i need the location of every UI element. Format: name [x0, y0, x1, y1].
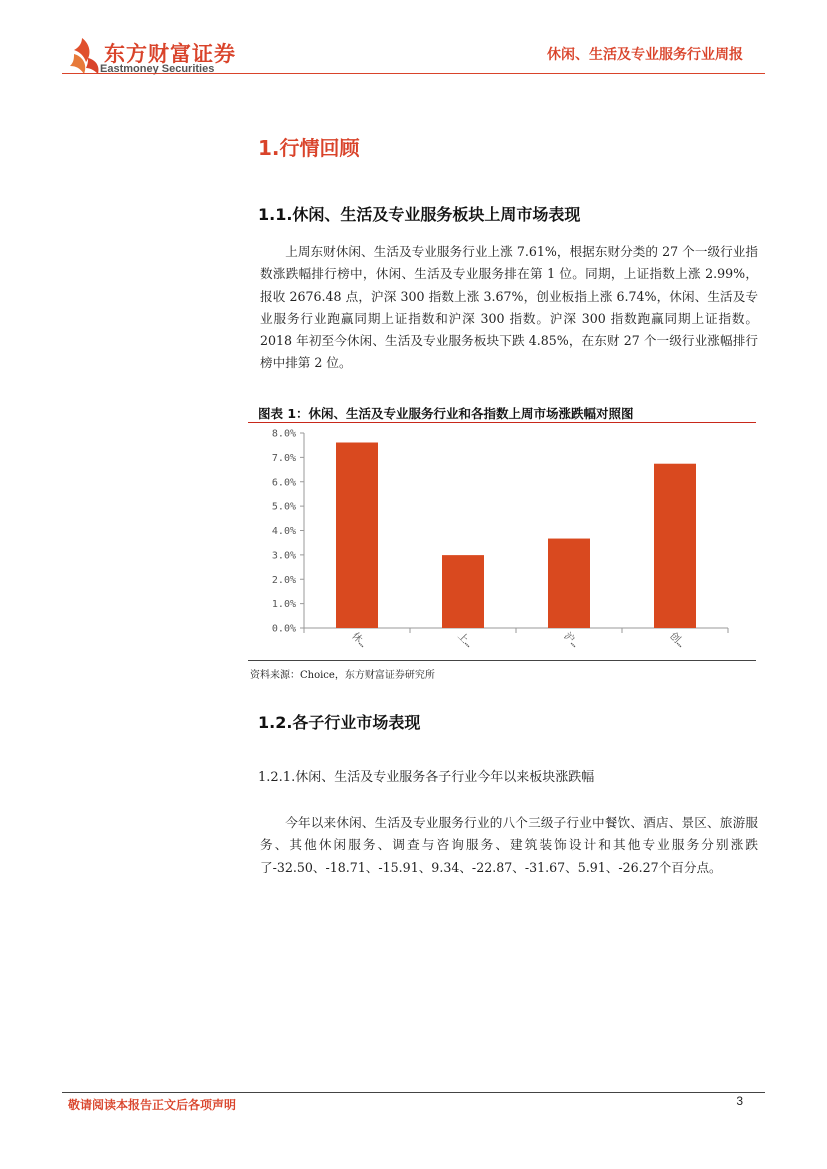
y-tick-label: 5.0% — [271, 501, 296, 513]
y-tick-label: 3.0% — [271, 550, 296, 562]
logo-text-cn: 东方财富证券 — [104, 42, 236, 66]
subsection-heading-1-2: 1.2.各子行业市场表现 — [258, 713, 421, 732]
y-tick-label: 6.0% — [271, 477, 296, 489]
bar — [654, 464, 696, 628]
bar — [548, 539, 590, 628]
x-tick-label: 上… — [455, 630, 475, 650]
y-tick-label: 4.0% — [271, 526, 296, 537]
header-divider — [62, 73, 765, 74]
figure-title: 图表 1：休闲、生活及专业服务行业和各指数上周市场涨跌幅对照图 — [258, 406, 634, 421]
bar — [442, 555, 484, 628]
logo-mark-icon — [68, 36, 102, 76]
x-tick-label: 沪… — [561, 630, 581, 650]
bar-chart — [248, 423, 756, 660]
y-tick-label: 2.0% — [271, 574, 296, 586]
report-title: 休闲、生活及专业服务行业周报 — [547, 47, 743, 63]
x-tick-label: 休… — [349, 630, 369, 650]
subsubsection-heading-1-2-1: 1.2.1.休闲、生活及专业服务各子行业今年以来板块涨跌幅 — [258, 770, 595, 785]
logo-text-en: Eastmoney Securities — [100, 63, 215, 75]
y-tick-label: 1.0% — [271, 599, 296, 611]
y-tick-label: 8.0% — [271, 428, 296, 440]
subsection-heading-1-1: 1.1.休闲、生活及专业服务板块上周市场表现 — [258, 205, 581, 224]
x-tick-label: 创… — [667, 630, 687, 650]
y-tick-label: 0.0% — [271, 623, 296, 635]
market-summary-paragraph: 上周东财休闲、生活及专业服务行业上涨 7.61%，根据东财分类的 27 个一级行业指数涨跌幅排行榜中，休闲、生活及专业服务排在第 1 位。同期，上证指数上涨 2.99%，报收 2676.48 点，沪深 300 指数上涨 3.67%，创业板指上涨 6.74%，休闲、生活及专业服务行业跑赢同期上证指数和沪深 300 指数。沪深 300 指数跑赢同期上证指数。2018 年初至今休闲、生活及专业服务板块下跌 4.85%，在东财 27 个一级行业涨幅排行榜中排第 2 位。 — [260, 244, 758, 371]
subindustry-paragraph: 今年以来休闲、生活及专业服务行业的八个三级子行业中餐饮、酒店、景区、旅游服务、其他休闲服务、调查与咨询服务、建筑装饰设计和其他专业服务分别涨跌了-32.50、-18.71、-15.91、9.34、-22.87、-31.67、5.91、-26.27个百分点。 — [260, 815, 758, 875]
bar — [336, 443, 378, 628]
section-heading: 1.行情回顾 — [258, 136, 360, 160]
y-tick-label: 7.0% — [271, 452, 296, 464]
figure-source: 资料来源：Choice，东方财富证券研究所 — [250, 670, 435, 681]
figure-bottom-rule — [248, 660, 756, 661]
footer-disclaimer: 敬请阅读本报告正文后各项声明 — [68, 1098, 237, 1112]
page-number: 3 — [736, 1094, 743, 1108]
footer-divider — [62, 1092, 765, 1093]
